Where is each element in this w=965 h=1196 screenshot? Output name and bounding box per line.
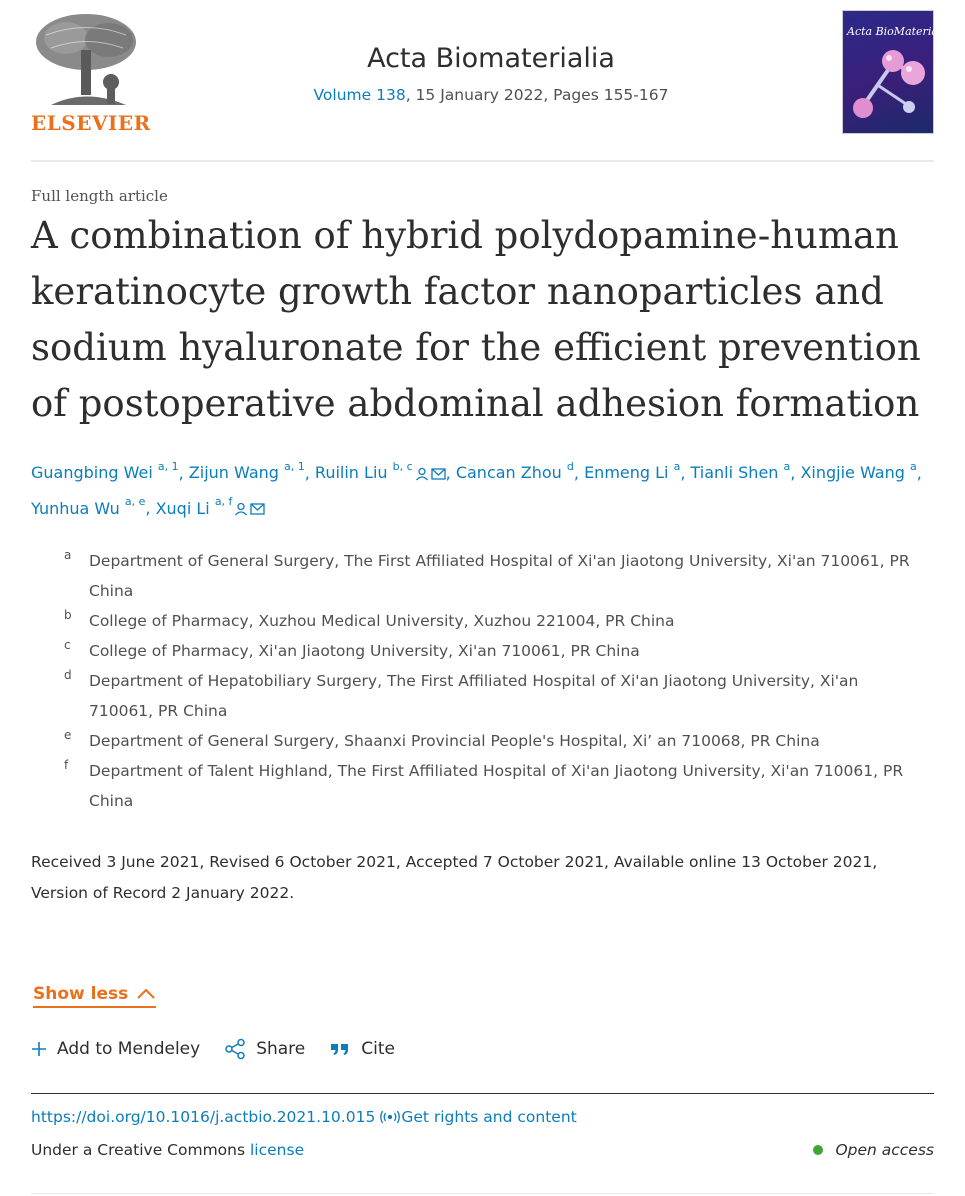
article-history: Received 3 June 2021, Revised 6 October 2021, Accepted 7 October 2021, Available online 13 October 2021, Version of Record 2 January 2022.: [31, 853, 878, 902]
share-label: Share: [256, 1039, 306, 1059]
affiliation-label: b: [64, 608, 72, 622]
cite-button[interactable]: [329, 1039, 395, 1059]
affiliation-text: Department of Talent Highland, The First Affiliated Hospital of Xi'an Jiaotong University, Xi'an 710061, PR China: [89, 762, 904, 810]
affiliation-item: [64, 636, 924, 666]
show-less-label: Show less: [33, 984, 129, 1004]
volume-link[interactable]: Volume 138: [313, 86, 406, 104]
affiliation-text: Department of Hepatobiliary Surgery, The First Affiliated Hospital of Xi'an Jiaotong University, Xi'an 710061, PR China: [89, 672, 859, 720]
elsevier-logo[interactable]: [31, 10, 151, 135]
footer-divider: [31, 1193, 934, 1194]
affiliation-label: e: [64, 728, 72, 742]
actions-divider: [31, 1093, 934, 1094]
open-access-badge: [813, 1141, 934, 1159]
issue-details: , 15 January 2022, Pages 155-167: [405, 86, 669, 104]
envelope-icon: [431, 468, 446, 480]
journal-header: [31, 10, 952, 135]
affiliation-label: d: [64, 668, 72, 682]
affiliation-text: Department of General Surgery, Shaanxi Provincial People's Hospital, Xi’ an 710068, PR China: [89, 732, 820, 750]
article-title: A combination of hybrid polydopamine-human keratinocyte growth factor nanoparticles and sodium hyaluronate for the efficient prevention of postoperative abdominal adhesion formation: [31, 214, 921, 425]
affiliation-text: College of Pharmacy, Xi'an Jiaotong University, Xi'an 710061, PR China: [89, 642, 640, 660]
journal-title[interactable]: Acta Biomaterialia: [367, 43, 615, 74]
author-link[interactable]: Yunhua Wu $^{a, e}$: [31, 495, 146, 518]
affiliation-label: c: [64, 638, 71, 652]
license-link[interactable]: license: [250, 1141, 305, 1159]
broadcast-icon: [379, 1110, 401, 1124]
add-to-mendeley-label: Add to Mendeley: [57, 1039, 201, 1059]
affiliation-item: [64, 606, 924, 636]
affiliation-item: [64, 756, 924, 816]
affiliation-item: [64, 666, 924, 726]
author-link[interactable]: Ruilin Liu $^{b, c}$: [315, 463, 446, 482]
affiliation-text: College of Pharmacy, Xuzhou Medical University, Xuzhou 221004, PR China: [89, 612, 675, 630]
article-type: Full length article: [31, 187, 168, 205]
author-link[interactable]: Enmeng Li $^a$: [584, 460, 681, 483]
author-link[interactable]: Zijun Wang $^{a, 1}$: [188, 460, 305, 483]
add-to-mendeley-button[interactable]: [31, 1039, 200, 1059]
person-icon: [415, 467, 429, 481]
author-link[interactable]: Xuqi Li $^{a, f}$: [156, 499, 266, 518]
doi-link[interactable]: https://doi.org/10.1016/j.actbio.2021.10.015: [31, 1108, 376, 1126]
envelope-icon: [250, 503, 265, 515]
journal-info: [261, 42, 721, 104]
license-prefix: Under a Creative Commons: [31, 1141, 250, 1159]
author-link[interactable]: Guangbing Wei $^{a, 1}$: [31, 460, 179, 483]
cover-molecule-graphic: [843, 11, 935, 135]
cite-label: Cite: [361, 1039, 395, 1059]
author-list: Guangbing Wei $^{a, 1}$, Zijun Wang $^{a, 1}$, Ruilin Liu $^{b, c}$ , Cancan Zhou $^d$, Enmeng Li $^a$, Tianli Shen $^a$, Xingjie Wang $^a$, Yunhua Wu $^{a, e}$, Xuqi Li $^{a, f}$: [31, 460, 922, 518]
affiliation-text: Department of General Surgery, The First Affiliated Hospital of Xi'an Jiaotong University, Xi'an 710061, PR China: [89, 552, 910, 600]
open-access-dot-icon: [813, 1145, 823, 1155]
publisher-wordmark: ELSEVIER: [31, 111, 151, 135]
get-rights-link[interactable]: [379, 1108, 576, 1126]
author-link[interactable]: Xingjie Wang $^a$: [800, 460, 917, 483]
doi-row: [31, 1108, 577, 1126]
article-actions: [31, 1038, 419, 1060]
person-icon: [234, 502, 248, 516]
journal-cover-image[interactable]: [842, 10, 952, 134]
author-link[interactable]: Tianli Shen $^a$: [690, 460, 791, 483]
cover-title: Acta BioMaterialia: [847, 25, 952, 38]
author-link[interactable]: Cancan Zhou $^d$: [455, 460, 574, 483]
affiliation-label: a: [64, 548, 72, 562]
affiliation-item: [64, 546, 924, 606]
license-line: [31, 1141, 304, 1159]
quote-icon: [329, 1041, 351, 1057]
plus-icon: [31, 1041, 47, 1057]
get-rights-label: Get rights and content: [401, 1108, 577, 1126]
open-access-label: Open access: [835, 1141, 934, 1159]
show-less-button[interactable]: [33, 984, 156, 1008]
share-button[interactable]: [224, 1038, 305, 1060]
header-divider: [31, 160, 934, 162]
chevron-up-icon: [136, 988, 156, 1000]
elsevier-tree-icon: [31, 10, 141, 110]
affiliation-item: [64, 726, 924, 756]
issue-line: [261, 86, 721, 104]
affiliation-label: f: [64, 758, 69, 772]
affiliation-list: [64, 546, 924, 816]
share-icon: [224, 1038, 246, 1060]
